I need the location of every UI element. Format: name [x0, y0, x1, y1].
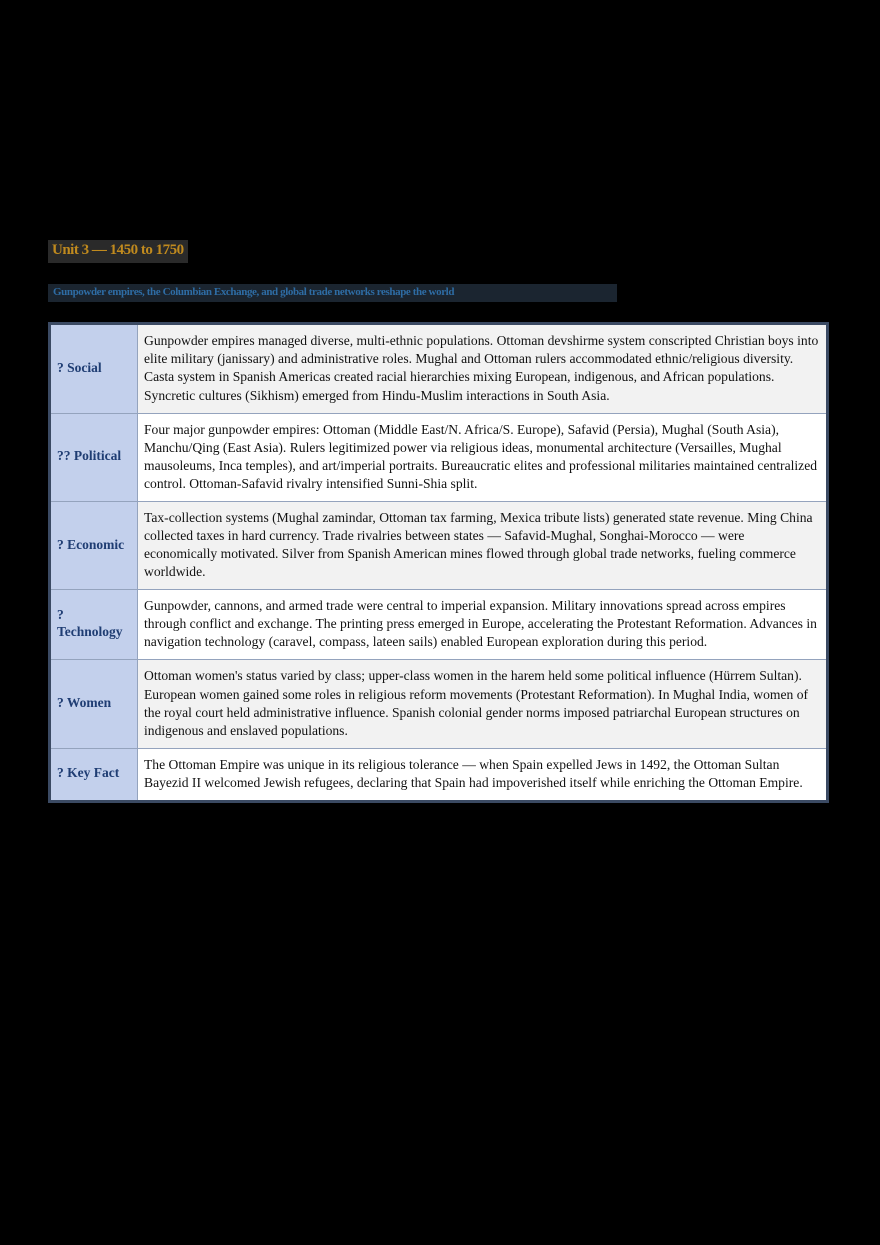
row-category: ? Social: [50, 324, 138, 413]
row-category: ? Economic: [50, 501, 138, 589]
table-row: [50, 590, 828, 660]
table-row: [50, 413, 828, 501]
row-category: ? Women: [50, 660, 138, 748]
table-row: [50, 501, 828, 589]
table-row: [50, 660, 828, 748]
table-row: [50, 324, 828, 413]
row-text: The Ottoman Empire was unique in its religious tolerance — when Spain expelled Jews in 1492, the Ottoman Sultan Bayezid II welcomed Jewish refugees, declaring that Spain had impoverished itself while enriching the Ottoman Empire.: [138, 748, 828, 801]
document-content: [48, 240, 832, 803]
row-category: ? Key Fact: [50, 748, 138, 801]
page-subtitle: Gunpowder empires, the Columbian Exchange, and global trade networks reshape the world: [48, 284, 617, 303]
table-row: [50, 748, 828, 801]
row-category: ?? Political: [50, 413, 138, 501]
row-text: Gunpowder, cannons, and armed trade were central to imperial expansion. Military innovations spread across empires through conflict and exchange. The printing press emerged in Europe, accelerating the Protestant Reformation. Advances in navigation technology (caravel, compass, lateen sails) enabled European exploration during this period.: [138, 590, 828, 660]
row-text: Tax-collection systems (Mughal zamindar, Ottoman tax farming, Mexica tribute lists) generated state revenue. Ming China collected taxes in hard currency. Trade rivalries between states — Safavid-Mughal, Songhai-Morocco — were economically motivated. Silver from Spanish American mines flowed through global trade networks, fueling commerce worldwide.: [138, 501, 828, 589]
row-text: Four major gunpowder empires: Ottoman (Middle East/N. Africa/S. Europe), Safavid (Persia), Mughal (South Asia), Manchu/Qing (East Asia). Rulers legitimized power via religious ideas, monumental architecture (Versailles, Mughal mausoleums, Inca temples), and art/imperial portraits. Bureaucratic elites and professional militaries maintained centralized control. Ottoman-Safavid rivalry intensified Sunni-Shia split.: [138, 413, 828, 501]
row-category: ? Technology: [50, 590, 138, 660]
row-text: Gunpowder empires managed diverse, multi-ethnic populations. Ottoman devshirme system conscripted Christian boys into elite military (janissary) and administrative roles. Mughal and Ottoman rulers accommodated ethnic/religious diversity. Casta system in Spanish Americas created racial hierarchies mixing European, indigenous, and African populations. Syncretic cultures (Sikhism) emerged from Hindu-Muslim interactions in South Asia.: [138, 324, 828, 413]
unit-review-table: [48, 322, 829, 803]
page-title: Unit 3 — 1450 to 1750: [48, 240, 188, 263]
row-text: Ottoman women's status varied by class; upper-class women in the harem held some political influence (Hürrem Sultan). European women gained some roles in religious reform movements (Protestant Reformation). In Mughal India, women of the royal court held administrative influence. Spanish colonial gender norms imposed patriarchal European structures on indigenous and enslaved populations.: [138, 660, 828, 748]
